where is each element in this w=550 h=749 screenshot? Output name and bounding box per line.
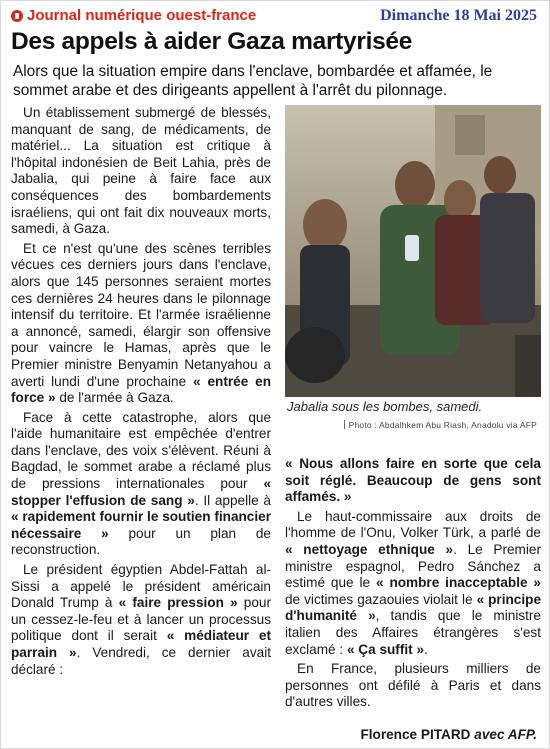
photo-credit-text: Photo : Abdalhkem Abu Riash, Anadolu via AFP (348, 420, 537, 430)
article-column-right (285, 456, 541, 711)
paragraph-1: Un établissement submergé de blessés, manquant de sang, de médicaments, de matériel... La situation est critique à l'hôpital indonésien de Beit Lahia, près de Jabalia, qui peine à faire face aux conséquences des bombardements israéliens, qui ont fait dix nouveaux morts, samedi, à Gaza. (11, 105, 271, 237)
text-run: Le président égyptien Abdel-Fattah al-Sissi a appelé le président américain Donald Trump à (11, 562, 271, 611)
brand-name: Journal numérique ouest-france (27, 7, 257, 24)
quote-highlight: « principe d'humanité » (285, 591, 542, 624)
author-name: Florence PITARD (360, 727, 475, 742)
quote-highlight: « faire pression » (118, 595, 238, 611)
text-run: de victimes gazaouies violait le (285, 591, 477, 607)
quote-highlight: « entrée en force » (11, 373, 271, 406)
quote-highlight: « stopper l'effusion de sang » (11, 476, 271, 508)
quote-highlight: « nombre inacceptable » (375, 575, 541, 591)
text-run: pour un plan de reconstruction. (11, 525, 271, 558)
quote-highlight: « rapidement fournir le soutien financier nécessaire » (11, 509, 271, 541)
brand (11, 7, 256, 25)
paragraph-4 (11, 562, 271, 678)
text-run: Et ce n'est qu'une des scènes terribles vécues ces derniers jours dans l'enclave, alors que 145 personnes seraient mortes ces dernières 24 heures dans le pilonnage intensif du territoire. Et l'armée israélienne a annoncé, samedi, élargir son offensive pour vaincre le Hamas, après que le Premier ministre Benyamin Netanyahou a averti lundi d'une prochaine (11, 240, 271, 389)
text-run: Face à cette catastrophe, alors que l'aide humanitaire est empêchée d'entrer dans l'enclave, des voix s'élèvent. Réuni à Bagdad, le sommet arabe a réclamé plus de pressions internationales pour (11, 409, 271, 492)
photo-caption: Jabalia sous les bombes, samedi. (287, 399, 483, 414)
text-run: de l'armée à Gaza. (55, 390, 174, 406)
text-run: Le haut-commissaire aux droits de l'homme de l'Onu, Volker Türk, a parlé de (285, 508, 541, 541)
credit-divider (344, 420, 345, 429)
paragraph-3 (11, 410, 271, 559)
author-agency: avec AFP. (474, 727, 537, 742)
issue-date: Dimanche 18 Mai 2025 (380, 7, 537, 24)
text-run: , tandis que le ministre italien des Affaires étrangères s'est exclamé : (285, 608, 541, 657)
text-run: . Il appelle à (194, 492, 271, 508)
photo-scene-illustration (285, 105, 541, 397)
headline: Des appels à aider Gaza martyrisée (11, 28, 413, 55)
text-run: . Le Premier ministre espagnol, Pedro Sánchez a estimé que le (285, 541, 541, 591)
text-run: pour un cessez-le-feu et à lancer un processus politique dont il serait (11, 595, 272, 644)
photo-credit (344, 420, 537, 431)
brand-logo-icon (11, 10, 23, 22)
text-run: . Vendredi, ce dernier avait déclaré : (11, 645, 271, 677)
masthead (11, 7, 541, 27)
news-photo (285, 105, 541, 397)
paragraph-6: En France, plusieurs milliers de personnes ont défilé à Paris et dans d'autres villes. (285, 661, 541, 710)
paragraph-5 (285, 509, 541, 658)
quote-highlight: « nettoyage ethnique » (285, 541, 454, 557)
author-signature (360, 727, 537, 744)
article-column-left (11, 105, 271, 678)
standfirst: Alors que la situation empire dans l'enclave, bombardée et affamée, le sommet arabe et des dirigeants appellent à l'arrêt du pilonnage. (13, 63, 493, 99)
text-run: . (424, 641, 428, 657)
pull-quote: « Nous allons faire en sorte que cela soit réglé. Beaucoup de gens sont affamés. » (285, 456, 541, 505)
paragraph-2 (11, 241, 271, 407)
quote-highlight: « médiateur et parrain » (11, 628, 272, 660)
quote-highlight: « Ça suffit » (346, 641, 425, 657)
